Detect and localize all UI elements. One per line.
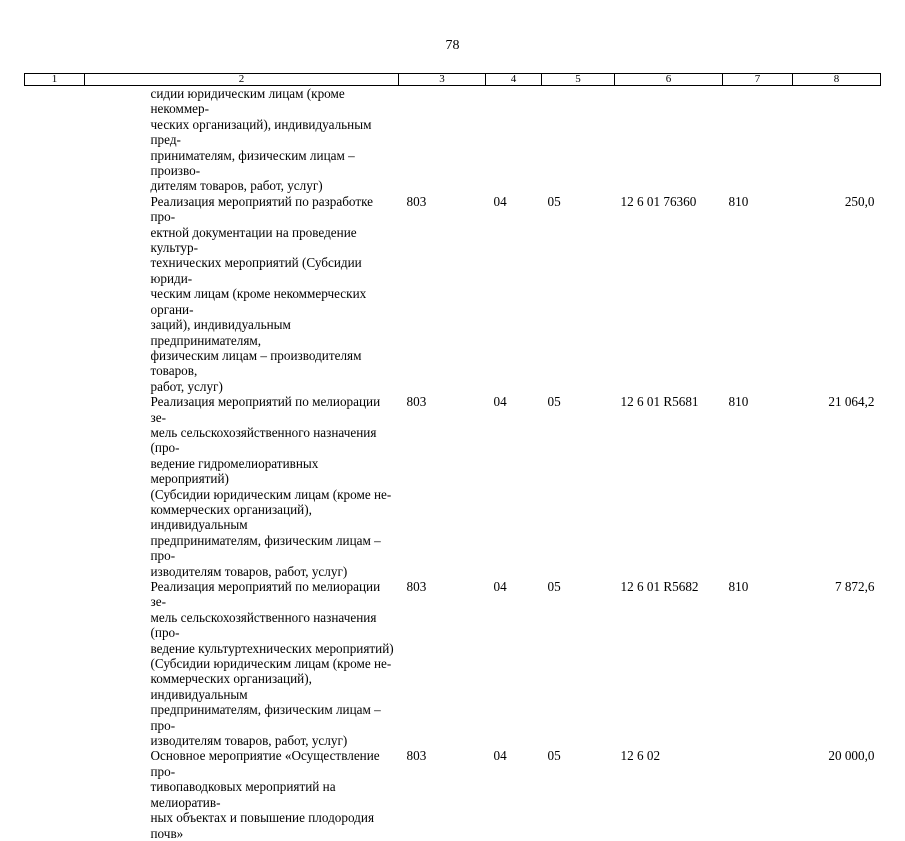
row-index-cell bbox=[25, 194, 85, 394]
column-header-4: 4 bbox=[486, 74, 542, 86]
row-subsection-cell: 05 bbox=[547, 193, 561, 209]
row-target-article-cell: 12 6 02 bbox=[620, 748, 661, 764]
row-amount-cell: 250,0 bbox=[844, 193, 875, 209]
row-amount-cell: 20 000,0 bbox=[828, 748, 875, 764]
row-expense-type-cell: 810 bbox=[728, 579, 749, 594]
column-header-row bbox=[25, 74, 881, 86]
row-subsection-cell: 05 bbox=[547, 579, 561, 594]
column-header-5: 5 bbox=[542, 74, 615, 86]
table-row bbox=[25, 748, 881, 840]
row-name-cell: сидии юридическим лицам (кроме некоммер- ческих организаций), индивидуальным пред- принимателям, физическим лицам – произво- дителям товаров, работ, услуг) bbox=[150, 86, 372, 194]
row-index-cell bbox=[25, 748, 85, 840]
page-number: 78 bbox=[445, 38, 460, 53]
row-ministry-code-cell: 803 bbox=[406, 193, 427, 209]
column-header-3: 3 bbox=[399, 74, 486, 86]
row-subsection-cell bbox=[542, 86, 615, 194]
table-row bbox=[25, 394, 881, 579]
budget-table bbox=[24, 73, 881, 841]
row-name-cell: Реализация мероприятий по мелиорации зе- мель сельскохозяйственного назначения (про- ведение культуртехнических мероприятий) (Субсидии юридическим лицам (кроме не- коммерческих организаций), индивидуальным предпринимателям, физическим лицам – про- изводителям товаров, работ, услуг) bbox=[150, 579, 394, 749]
row-expense-type-cell: 810 bbox=[728, 394, 749, 410]
table-row bbox=[25, 86, 881, 194]
row-target-article-cell bbox=[615, 86, 723, 194]
column-header-1: 1 bbox=[25, 74, 85, 86]
row-section-cell: 04 bbox=[493, 193, 507, 209]
column-header-6: 6 bbox=[615, 74, 723, 86]
row-target-article-cell: 12 6 01 R5681 bbox=[620, 394, 699, 410]
row-ministry-code-cell: 803 bbox=[406, 579, 427, 594]
row-ministry-code-cell: 803 bbox=[406, 394, 427, 410]
row-index-cell bbox=[25, 579, 85, 748]
row-expense-type-cell bbox=[723, 86, 793, 194]
row-ministry-code-cell bbox=[399, 86, 486, 194]
row-amount-cell: 21 064,2 bbox=[828, 394, 875, 410]
row-section-cell: 04 bbox=[493, 748, 507, 764]
row-section-cell: 04 bbox=[493, 579, 507, 594]
row-name-cell: Основное мероприятие «Осуществление про- тивопаводковых мероприятий на мелиоратив- ных объектах и повышение плодородия почв» bbox=[150, 748, 380, 841]
row-section-cell: 04 bbox=[493, 394, 507, 410]
row-subsection-cell: 05 bbox=[547, 394, 561, 410]
row-section-cell bbox=[486, 86, 542, 194]
table-row bbox=[25, 194, 881, 394]
row-index-cell bbox=[25, 394, 85, 579]
row-target-article-cell: 12 6 01 76360 bbox=[620, 193, 697, 209]
column-header-2: 2 bbox=[85, 74, 399, 86]
row-amount-cell bbox=[793, 86, 881, 194]
row-ministry-code-cell: 803 bbox=[406, 748, 427, 764]
row-index-cell bbox=[25, 86, 85, 194]
row-amount-cell: 7 872,6 bbox=[834, 579, 875, 594]
row-target-article-cell: 12 6 01 R5682 bbox=[620, 579, 699, 594]
column-header-8: 8 bbox=[793, 74, 881, 86]
column-header-7: 7 bbox=[723, 74, 793, 86]
row-expense-type-cell: 810 bbox=[728, 193, 749, 209]
row-subsection-cell: 05 bbox=[547, 748, 561, 764]
row-name-cell: Реализация мероприятий по мелиорации зе- мель сельскохозяйственного назначения (про- ведение гидромелиоративных мероприятий) (Субсидии юридическим лицам (кроме не- коммерческих организаций), индивидуальным предпринимателям, физическим лицам – про- изводителям товаров, работ, услуг) bbox=[150, 394, 392, 579]
table-row bbox=[25, 579, 881, 748]
row-expense-type-cell bbox=[723, 748, 793, 840]
row-name-cell: Реализация мероприятий по разработке про- ектной документации на проведение культур- технических мероприятий (Субсидии юриди- ческим лицам (кроме некоммерческих органи- заций), индивидуальным предпринимателям, физическим лицам – производителям товаров, работ, услуг) bbox=[150, 193, 374, 394]
